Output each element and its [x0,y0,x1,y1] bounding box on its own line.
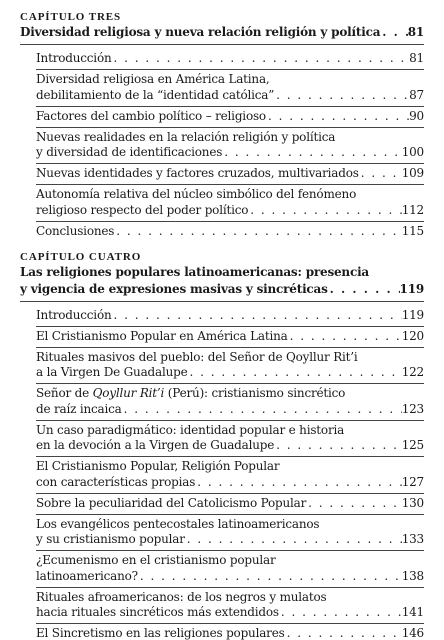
chapter-title-text: Las religiones populares latinoamericanas: presencia [20,264,370,279]
entry-text: El Cristianismo Popular en América Latina [36,328,288,343]
entry-text: Nuevas identidades y factores cruzados, multivariados [36,166,359,180]
dot-leader [248,203,401,219]
page-number: 112 [401,202,424,217]
page-number: 127 [401,474,424,489]
dot-leader [328,281,400,298]
toc-entry[interactable] [36,327,424,348]
entry-text: debilitamiento de la “identidad católica” [36,87,275,102]
table-of-contents [20,10,424,640]
page-number: 133 [401,532,424,546]
dot-leader [222,145,401,161]
entry-text-prefix: Señor de [36,386,93,400]
dot-leader [266,109,409,125]
dot-leader [359,166,402,182]
toc-entry[interactable] [36,421,424,458]
toc-entry[interactable] [36,70,424,107]
entry-text: hacia rituales sincréticos más extendidos [36,605,279,619]
chapter-label: CAPÍTULO CUATRO [20,250,142,263]
dot-leader [188,365,402,381]
chapter-title[interactable] [20,264,424,302]
toc-entry[interactable] [36,457,424,494]
page-number: 81 [407,25,424,39]
entry-text: Autonomía relativa del núcleo simbólico del fenómeno [36,187,357,201]
dot-leader [380,24,407,41]
dot-leader [114,224,401,240]
toc-entry[interactable] [36,348,424,385]
toc-entry[interactable] [36,384,424,421]
entry-text: Introducción [36,307,112,322]
page-number: 130 [401,495,424,510]
dot-leader [112,308,402,324]
entry-text: religioso respecto del poder político [36,202,249,217]
chapter-entries [20,49,424,242]
chapter-gap [20,242,424,250]
page-number: 100 [401,145,424,159]
toc-entry[interactable] [36,185,424,222]
chapter-title-text: y vigencia de expresiones masivas y sincréticas [20,281,328,296]
entry-text: Un caso paradigmático: identidad popular e historia [36,422,345,437]
dot-leader [274,88,409,104]
entry-text: ¿Ecumenismo en el cristianismo popular [36,553,276,567]
entry-text: Diversidad religiosa en América Latina, [36,72,270,86]
entry-text-italic: Qoyllur Rit’i [92,386,165,400]
page-number: 109 [401,166,424,180]
dot-leader [285,626,402,640]
page-number: 120 [401,328,424,343]
entry-text: latinoamericano? [36,568,138,583]
page-number: 119 [399,281,424,296]
page-number: 122 [401,365,424,379]
chapter-entries [20,306,424,640]
dot-leader [274,438,402,454]
chapter-title[interactable] [20,24,424,45]
page-number: 123 [401,401,424,416]
dot-leader [112,51,410,67]
toc-entry[interactable] [36,107,424,128]
toc-entry[interactable] [36,49,424,70]
chapter-title-text: Diversidad religiosa y nueva relación religión y política [20,25,381,39]
entry-text: Introducción [36,51,112,65]
page-number: 115 [401,223,424,238]
chapter-label: CAPÍTULO TRES [20,11,122,23]
page-number: 138 [401,568,424,583]
dot-leader [122,402,402,418]
toc-entry[interactable] [36,222,424,242]
entry-text: Sobre la peculiaridad del Catolicismo Popular [36,495,307,510]
dot-leader [195,475,401,491]
entry-text: Nuevas realidades en la relación religión y política [36,129,336,144]
entry-text: en la devoción a la Virgen de Guadalupe [36,438,275,452]
page-number: 141 [401,605,424,619]
page-number: 90 [409,108,424,123]
toc-entry[interactable] [36,551,424,588]
toc-entry[interactable] [36,128,424,165]
page-number: 146 [401,626,424,640]
entry-text: Factores del cambio político – religioso [36,108,266,123]
toc-entry[interactable] [36,164,424,185]
entry-text: de raíz incaica [36,401,122,416]
dot-leader [138,569,402,585]
entry-text: y diversidad de identificaciones [36,145,223,159]
entry-text: Rituales masivos del pueblo: del Señor de Qoyllur Rit’i [36,349,358,364]
entry-text: Rituales afroamericanos: de los negros y mulatos [36,589,327,604]
toc-entry[interactable] [36,515,424,552]
toc-entry[interactable] [36,494,424,515]
entry-text: Los evangélicos pentecostales latinoamericanos [36,516,320,531]
dot-leader [279,605,402,621]
entry-text: El Cristianismo Popular, Religión Popular [36,459,280,473]
dot-leader [306,496,402,512]
toc-entry[interactable] [36,306,424,327]
toc-entry[interactable] [36,588,424,625]
dot-leader [185,532,402,548]
page-number: 119 [401,307,424,322]
entry-text: y su cristianismo popular [36,532,185,546]
entry-text: Conclusiones [36,223,115,238]
page-number: 87 [409,87,424,102]
entry-text: El Sincretismo en las religiones populares [36,626,285,640]
entry-text: a la Virgen De Guadalupe [36,365,188,379]
dot-leader [288,329,402,345]
entry-text: con características propias [36,474,196,489]
toc-entry[interactable] [36,624,424,640]
page-number: 81 [409,51,424,65]
entry-text-suffix: (Perú): cristianismo sincrético [164,386,346,400]
page-number: 125 [401,438,424,452]
